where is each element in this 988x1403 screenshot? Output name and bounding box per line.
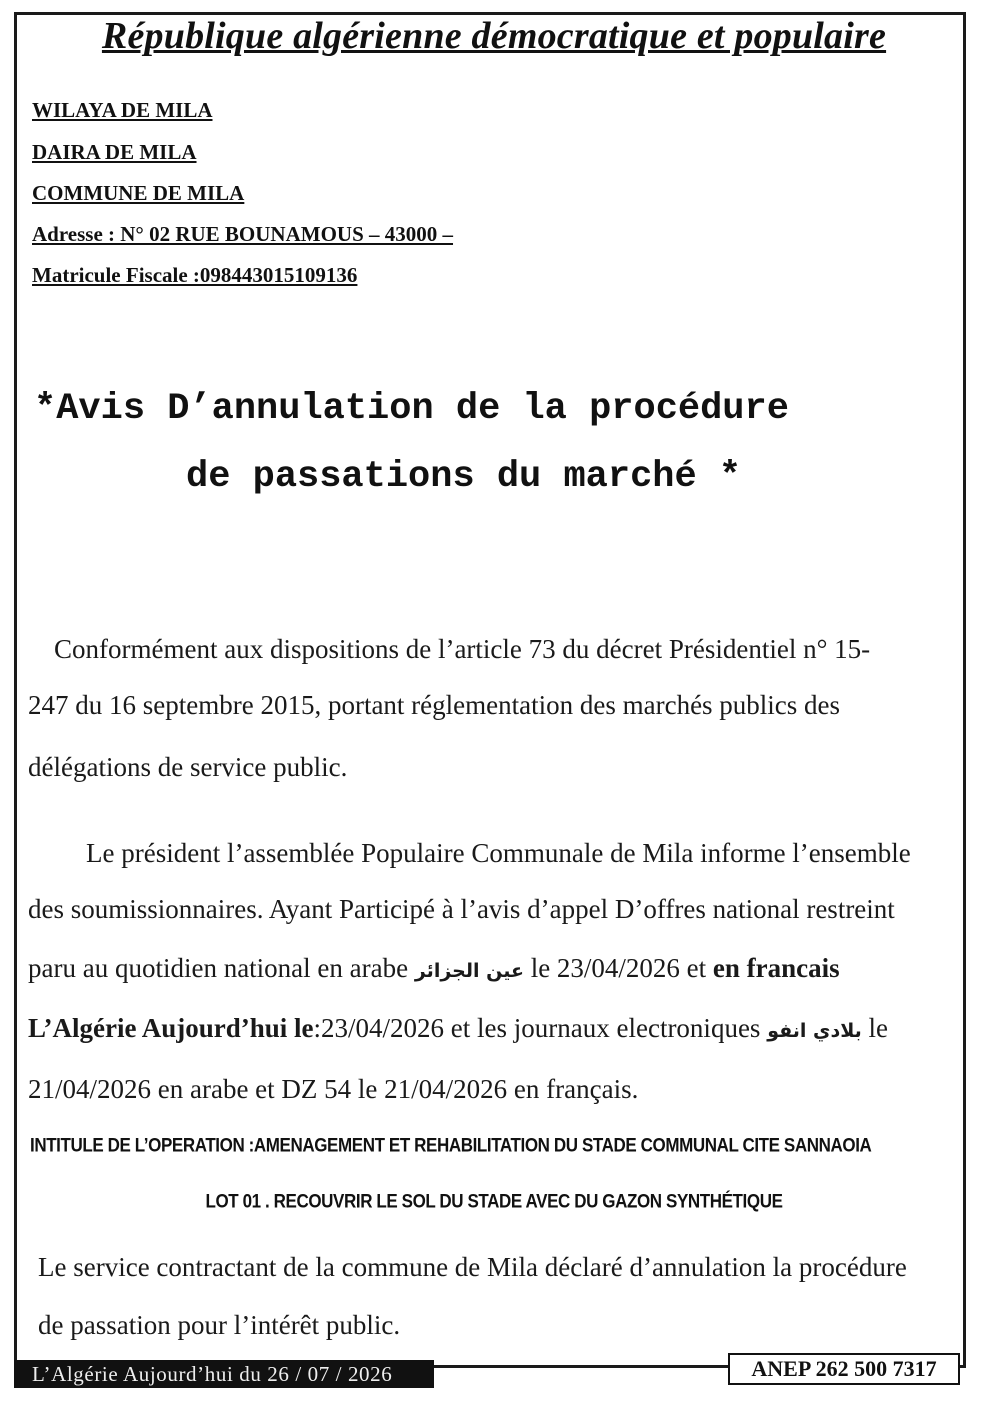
- paragraph2-line3-text-a: paru au quotidien national en arabe: [28, 953, 409, 983]
- paragraph2-line4-bold: L’Algérie Aujourd’hui le: [28, 1013, 314, 1043]
- lot-title: LOT 01 . RECOUVRIR LE SOL DU STADE AVEC DU GAZON SYNTHÉTIQUE: [205, 1190, 783, 1213]
- paragraph2-line1: Le président l’assemblée Populaire Communale de Mila informe l’ensemble: [86, 838, 911, 868]
- paragraph2-line3-bold: en francais: [712, 953, 840, 983]
- paragraph2-line3-text-b: le 23/04/2026 et: [530, 953, 707, 983]
- paragraph2-line5: 21/04/2026 en arabe et DZ 54 le 21/04/2026 en français.: [28, 1074, 639, 1104]
- paragraph1-line1: Conformément aux dispositions de l’article 73 du décret Présidentiel n° 15-: [54, 634, 871, 664]
- arabic-electronic-journal-name: بلادي انفو: [767, 1020, 862, 1042]
- notice-title-line2: de passations du marché *: [186, 456, 742, 498]
- commune-line: COMMUNE DE MILA: [32, 181, 245, 205]
- address-line: Adresse : N° 02 RUE BOUNAMOUS – 43000 –: [32, 222, 454, 246]
- republic-title: République algérienne démocratique et populaire: [101, 15, 887, 57]
- paragraph1-line2: 247 du 16 septembre 2015, portant réglementation des marchés publics des: [28, 690, 841, 720]
- paragraph2-line4-text-b: le: [868, 1013, 889, 1043]
- paragraph2-line3: [28, 953, 840, 984]
- paragraph3-line2: de passation pour l’intérêt public.: [38, 1310, 401, 1340]
- paragraph2-line2: des soumissionnaires. Ayant Participé à l’avis d’appel D’offres national restreint: [28, 894, 895, 924]
- paragraph1-line3: délégations de service public.: [28, 752, 348, 782]
- notice-title-line1: *Avis D’annulation de la procédure: [34, 388, 789, 430]
- daira-line: DAIRA DE MILA: [32, 140, 197, 164]
- newspaper-date-banner: L’Algérie Aujourd’hui du 26 / 07 / 2026: [14, 1360, 434, 1388]
- arabic-newspaper-name: عين الجزائر: [414, 960, 524, 982]
- tax-id-line: Matricule Fiscale :098443015109136: [32, 263, 358, 287]
- paragraph2-line4-text-a: :23/04/2026 et les journaux electroniques: [313, 1013, 761, 1043]
- paragraph2-line4: [28, 1013, 888, 1044]
- anep-reference-box: ANEP 262 500 7317: [728, 1353, 960, 1385]
- operation-title: INTITULE DE L’OPERATION :AMENAGEMENT ET REHABILITATION DU STADE COMMUNAL CITE SANNAOIA: [30, 1134, 872, 1157]
- paragraph3-line1: Le service contractant de la commune de Mila déclaré d’annulation la procédure: [38, 1252, 907, 1282]
- wilaya-line: WILAYA DE MILA: [32, 98, 213, 122]
